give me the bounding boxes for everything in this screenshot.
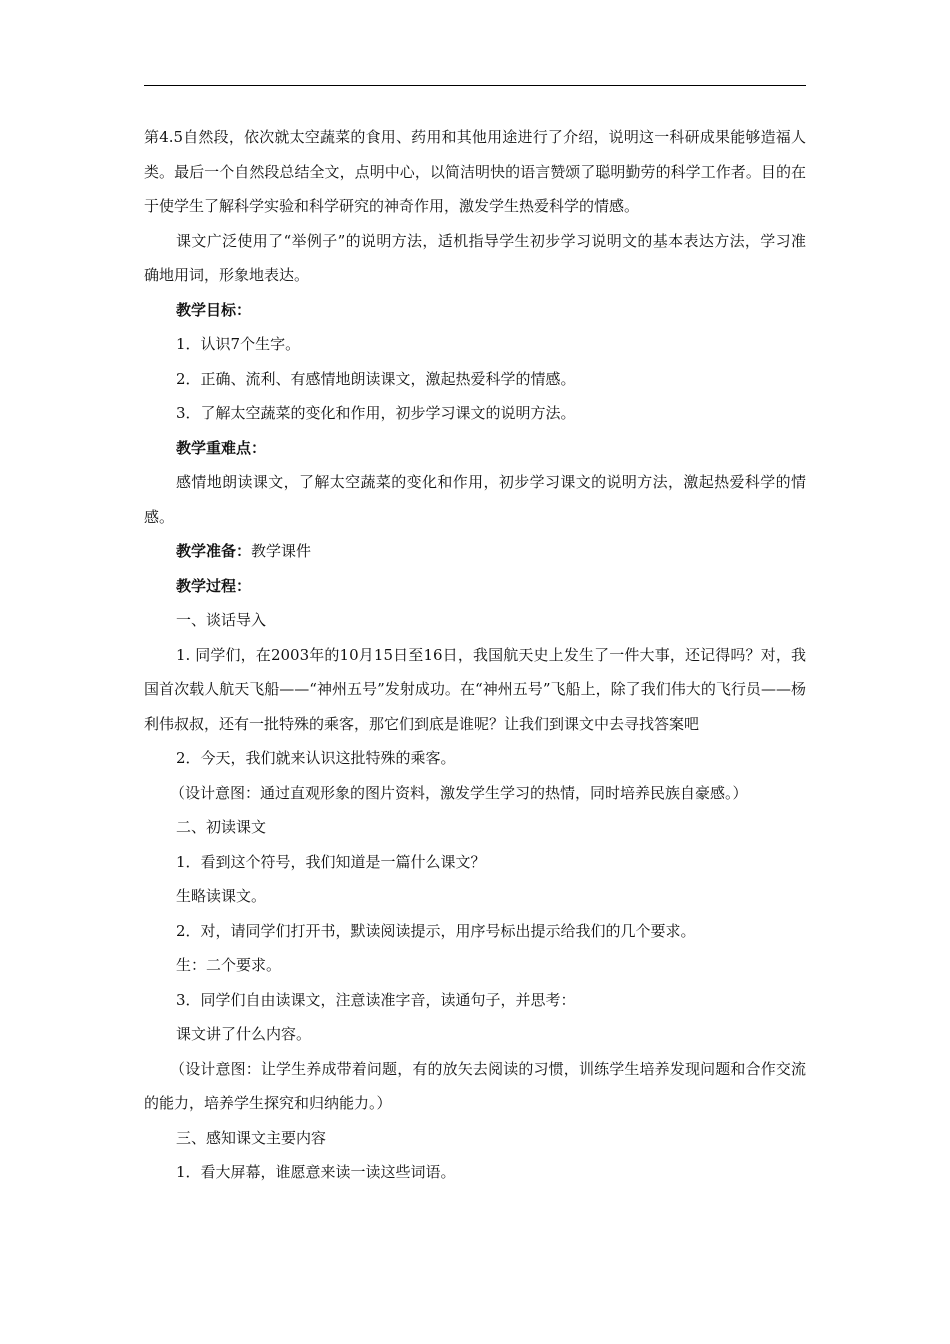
paragraph-intro: 第4.5自然段，依次就太空蔬菜的食用、药用和其他用途进行了介绍，说明这一科研成果能够造福人类。最后一个自然段总结全文，点明中心，以简洁明快的语言赞颂了聪明勤劳的科学工作者。目的在于使学生了解科学实验和科学研究的神奇作用，激发学生热爱科学的情感。 [144, 128, 806, 215]
section-2-line-2: 生略读课文。 [176, 887, 267, 905]
section-1-paragraph-1: 1. 同学们，在2003年的10月15日至16日，我国航天史上发生了一件大事，还记得吗？对，我国首次载人航天飞船——“神州五号”发射成功。在“神州五号”飞船上，除了我们伟大的飞行员——杨利伟叔叔，还有一批特殊的乘客，那它们到底是谁呢？让我们到课文中去寻找答案吧 [144, 645, 806, 733]
prep-line [144, 534, 806, 569]
paragraph-method: 课文广泛使用了“举例子”的说明方法，适机指导学生初步学习说明文的基本表达方法，学习准确地用词，形象地表达。 [144, 231, 806, 284]
document-body [144, 120, 806, 1190]
goal-item-2: 2．正确、流利、有感情地朗读课文，激起热爱科学的情感。 [176, 369, 576, 388]
section-2-line-4: 生：二个要求。 [176, 956, 282, 974]
section-2-line-3: 2．对，请同学们打开书，默读阅读提示，用序号标出提示给我们的几个要求。 [176, 921, 696, 940]
process-heading: 教学过程： [176, 576, 252, 595]
section-3-heading: 三、感知课文主要内容 [176, 1128, 327, 1147]
section-1-heading: 一、谈话导入 [176, 611, 267, 629]
goal-item-3: 3．了解太空蔬菜的变化和作用，初步学习课文的说明方法。 [176, 404, 576, 422]
header-rule [144, 85, 806, 86]
section-2-line-1: 1．看到这个符号，我们知道是一篇什么课文？ [176, 852, 486, 871]
section-2-line-5: 3．同学们自由读课文，注意读准字音，读通句子，并思考： [176, 990, 576, 1009]
section-2-heading: 二、初读课文 [176, 818, 267, 836]
section-1-paragraph-2: 2．今天，我们就来认识这批特殊的乘客。 [176, 749, 456, 767]
prep-text: 教学课件 [251, 542, 312, 560]
section-2-line-6: 课文讲了什么内容。 [176, 1025, 312, 1043]
section-3-line-1: 1．看大屏幕，谁愿意来读一读这些词语。 [176, 1163, 456, 1181]
section-1-design-note: （设计意图：通过直观形象的图片资料，激发学生学习的热情，同时培养民族自豪感。） [170, 783, 748, 802]
goal-item-1: 1．认识7个生字。 [176, 335, 301, 353]
key-points-heading: 教学重难点： [176, 438, 267, 457]
goals-heading: 教学目标： [176, 300, 252, 319]
section-2-design-note: （设计意图：让学生养成带着问题，有的放矢去阅读的习惯，训练学生培养发现问题和合作交流的能力，培养学生探究和归纳能力。） [144, 1059, 806, 1112]
prep-heading: 教学准备： [176, 542, 252, 560]
key-points-text: 感情地朗读课文，了解太空蔬菜的变化和作用，初步学习课文的说明方法，激起热爱科学的情感。 [144, 473, 806, 526]
